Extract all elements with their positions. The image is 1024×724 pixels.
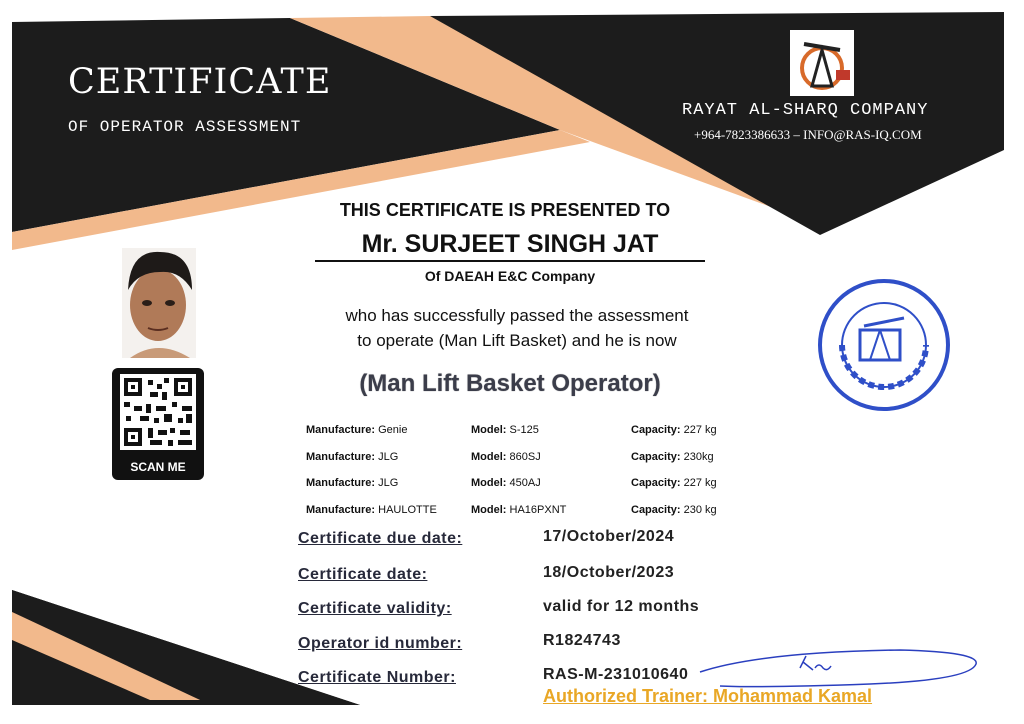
authorized-trainer: Authorized Trainer: Mohammad Kamal bbox=[543, 686, 873, 706]
capacity-cell bbox=[631, 497, 751, 524]
capacity-cell-value: 230kg bbox=[683, 450, 714, 463]
equipment-row bbox=[306, 417, 751, 444]
model-cell-value: 860SJ bbox=[509, 450, 541, 463]
certificate-date-value: 18/October/2023 bbox=[543, 564, 675, 581]
manufacture-cell bbox=[306, 444, 471, 471]
operator-role: (Man Lift Basket Operator) bbox=[359, 370, 661, 397]
due-date-value: 17/October/2024 bbox=[543, 528, 675, 545]
capacity-cell-label: Capacity: bbox=[631, 424, 681, 437]
certificate-number-label: Certificate Number: bbox=[298, 669, 456, 686]
assessment-line-1: who has successfully passed the assessment bbox=[345, 306, 689, 325]
manufacture-cell-label: Manufacture: bbox=[306, 450, 376, 463]
model-cell bbox=[471, 470, 631, 497]
certificate-number-value: RAS-M-231010640 bbox=[543, 666, 689, 683]
equipment-row bbox=[306, 444, 751, 471]
operator-id-value: R1824743 bbox=[543, 632, 621, 649]
manufacture-cell bbox=[306, 470, 471, 497]
trainer-signature bbox=[700, 650, 976, 687]
capacity-cell-value: 227 kg bbox=[683, 477, 717, 490]
validity-label: Certificate validity: bbox=[298, 600, 452, 617]
capacity-cell-value: 227 kg bbox=[683, 424, 717, 437]
name-underline bbox=[315, 260, 705, 262]
manufacture-cell-label: Manufacture: bbox=[306, 424, 376, 437]
due-date-label: Certificate due date: bbox=[298, 530, 463, 547]
operator-photo bbox=[122, 248, 196, 358]
equipment-row bbox=[306, 497, 751, 524]
company-name: RAYAT AL-SHARQ COMPANY bbox=[682, 101, 929, 120]
model-cell-label: Model: bbox=[471, 424, 507, 437]
manufacture-cell bbox=[306, 417, 471, 444]
capacity-cell bbox=[631, 444, 751, 471]
manufacture-cell-value: Genie bbox=[378, 424, 408, 437]
model-cell bbox=[471, 497, 631, 524]
equipment-table bbox=[306, 417, 751, 523]
certificate-title: CERTIFICATE bbox=[68, 62, 332, 102]
manufacture-cell bbox=[306, 497, 471, 524]
capacity-cell-label: Capacity: bbox=[631, 450, 681, 463]
validity-value: valid for 12 months bbox=[543, 598, 700, 615]
certificate-subtitle: OF OPERATOR ASSESSMENT bbox=[68, 118, 302, 136]
model-cell-value: 450AJ bbox=[509, 477, 541, 490]
company-contact: +964-7823386633 – INFO@RAS-IQ.COM bbox=[694, 127, 922, 142]
operator-id-label: Operator id number: bbox=[298, 635, 463, 652]
certificate-date-label: Certificate date: bbox=[298, 566, 428, 583]
capacity-cell-value: 230 kg bbox=[683, 503, 717, 516]
capacity-cell bbox=[631, 470, 751, 497]
company-logo bbox=[790, 30, 854, 96]
model-cell-label: Model: bbox=[471, 503, 507, 516]
manufacture-cell-value: HAULOTTE bbox=[378, 503, 437, 516]
manufacture-cell-value: JLG bbox=[378, 477, 399, 490]
recipient-name: Mr. SURJEET SINGH JAT bbox=[361, 230, 659, 258]
manufacture-cell-label: Manufacture: bbox=[306, 477, 376, 490]
company-stamp bbox=[820, 281, 948, 409]
assessment-line-2: to operate (Man Lift Basket) and he is now bbox=[357, 331, 677, 350]
recipient-company: Of DAEAH E&C Company bbox=[424, 268, 596, 284]
model-cell bbox=[471, 417, 631, 444]
capacity-cell bbox=[631, 417, 751, 444]
scan-me-label[interactable]: SCAN ME bbox=[130, 460, 186, 474]
model-cell-value: HA16PXNT bbox=[509, 503, 567, 516]
presented-heading: THIS CERTIFICATE IS PRESENTED TO bbox=[339, 200, 671, 220]
manufacture-cell-value: JLG bbox=[378, 450, 399, 463]
capacity-cell-label: Capacity: bbox=[631, 477, 681, 490]
model-cell bbox=[471, 444, 631, 471]
model-cell-value: S-125 bbox=[509, 424, 539, 437]
model-cell-label: Model: bbox=[471, 477, 507, 490]
equipment-row bbox=[306, 470, 751, 497]
model-cell-label: Model: bbox=[471, 450, 507, 463]
capacity-cell-label: Capacity: bbox=[631, 503, 681, 516]
manufacture-cell-label: Manufacture: bbox=[306, 503, 376, 516]
assessment-statement bbox=[282, 303, 752, 353]
